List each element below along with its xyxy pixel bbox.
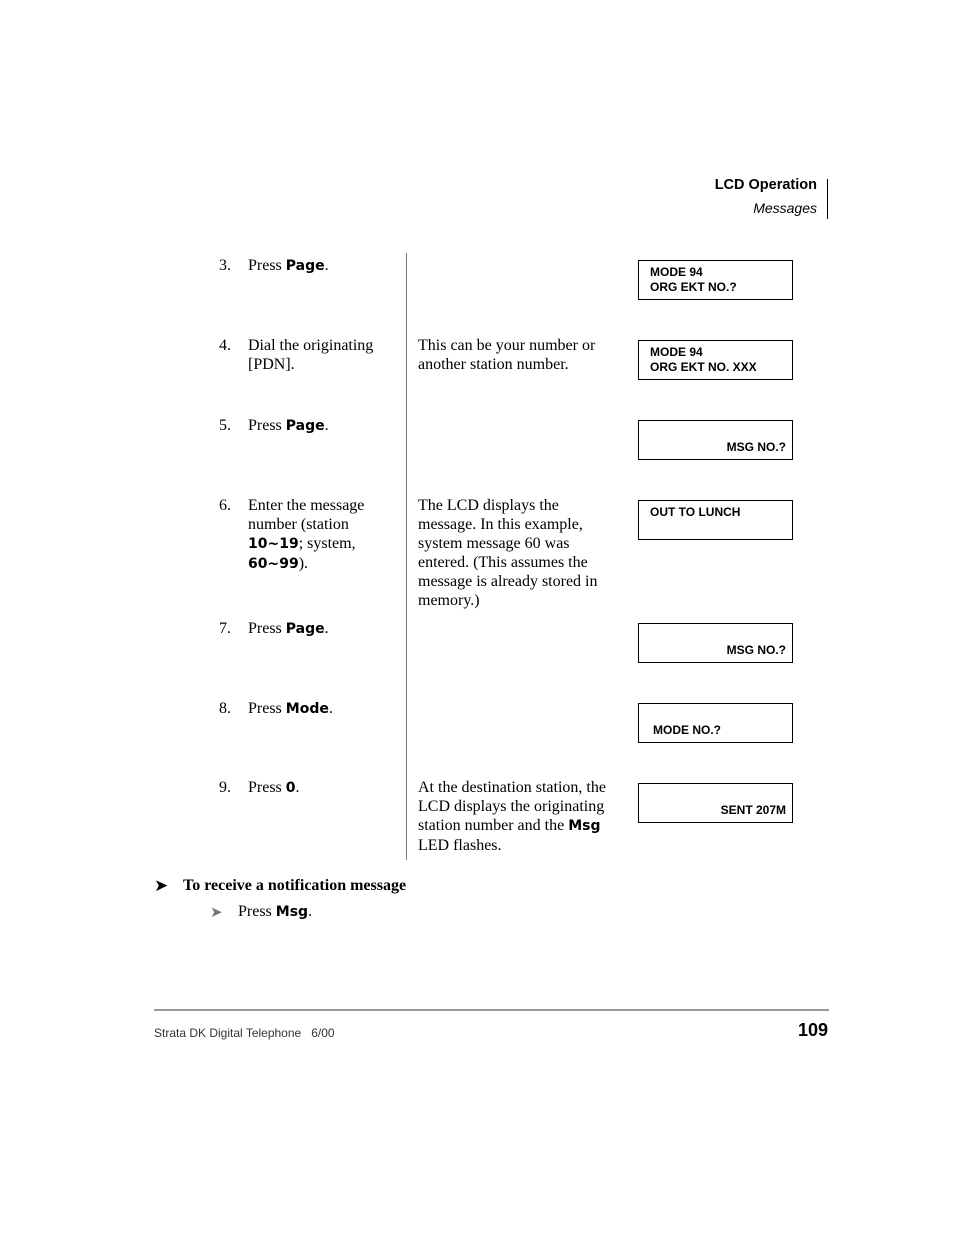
step-number: 7.	[219, 620, 231, 637]
column-divider	[406, 253, 407, 860]
step-number: 3.	[219, 257, 231, 274]
key-label: Page	[285, 258, 325, 274]
lcd-line-2: MODE NO.?	[653, 723, 721, 737]
section-subtitle: Messages	[753, 200, 817, 216]
lcd-display	[638, 703, 793, 743]
step-number: 4.	[219, 337, 231, 354]
step-number: 8.	[219, 700, 231, 717]
lcd-display	[638, 260, 793, 300]
footer-divider	[154, 1009, 829, 1011]
step-instruction: Dial the originating [PDN].	[248, 337, 374, 373]
lcd-line-2: ORG EKT NO. XXX	[650, 360, 757, 374]
lcd-line-2: MSG NO.?	[726, 643, 786, 657]
step-note: The LCD displays the message. In this example, system message 60 was entered. (This assumes the message is already stored in memory.)	[418, 497, 598, 609]
step-note: At the destination station, the LCD displays the originating station number and the Msg LED flashes.	[418, 779, 606, 854]
footer-document-title: Strata DK Digital Telephone 6/00	[154, 1026, 335, 1040]
key-label: Page	[285, 418, 325, 434]
procedure-title: To receive a notification message	[183, 877, 407, 894]
key-label: 10~19	[248, 536, 299, 552]
procedure-arrow-icon: ➤	[154, 876, 169, 896]
step-instruction: Press Page.	[248, 257, 329, 274]
header-divider	[827, 179, 828, 219]
lcd-line-2: MSG NO.?	[726, 440, 786, 454]
lcd-display	[638, 623, 793, 663]
lcd-line-1: OUT TO LUNCH	[650, 505, 741, 519]
lcd-line-1: MODE 94	[650, 265, 703, 279]
step-note: This can be your number or another station number.	[418, 337, 596, 373]
lcd-display	[638, 783, 793, 823]
key-label: Page	[285, 621, 325, 637]
sub-step-arrow-icon: ➤	[210, 903, 223, 921]
step-number: 9.	[219, 779, 231, 796]
step-number: 6.	[219, 497, 231, 514]
page-number: 109	[797, 1020, 828, 1040]
step-number: 5.	[219, 417, 231, 434]
step-instruction: Press 0.	[248, 779, 300, 796]
key-label: 60~99	[248, 556, 299, 572]
lcd-line-2: ORG EKT NO.?	[650, 280, 737, 294]
step-instruction: Press Page.	[248, 620, 329, 637]
step-instruction: Enter the message number (station 10~19; system, 60~99).	[248, 497, 365, 572]
lcd-display	[638, 420, 793, 460]
sub-step-instruction: Press Msg.	[238, 903, 313, 920]
step-instruction: Press Mode.	[248, 700, 333, 717]
lcd-line-1: MODE 94	[650, 345, 703, 359]
lcd-display	[638, 500, 793, 540]
lcd-line-2: SENT 207M	[720, 803, 786, 817]
lcd-display	[638, 340, 793, 380]
step-instruction: Press Page.	[248, 417, 329, 434]
key-label: Msg	[568, 818, 601, 834]
key-label: 0	[285, 780, 296, 796]
key-label: Mode	[285, 701, 329, 717]
key-label: Msg	[275, 904, 309, 920]
section-title: LCD Operation	[714, 177, 817, 193]
